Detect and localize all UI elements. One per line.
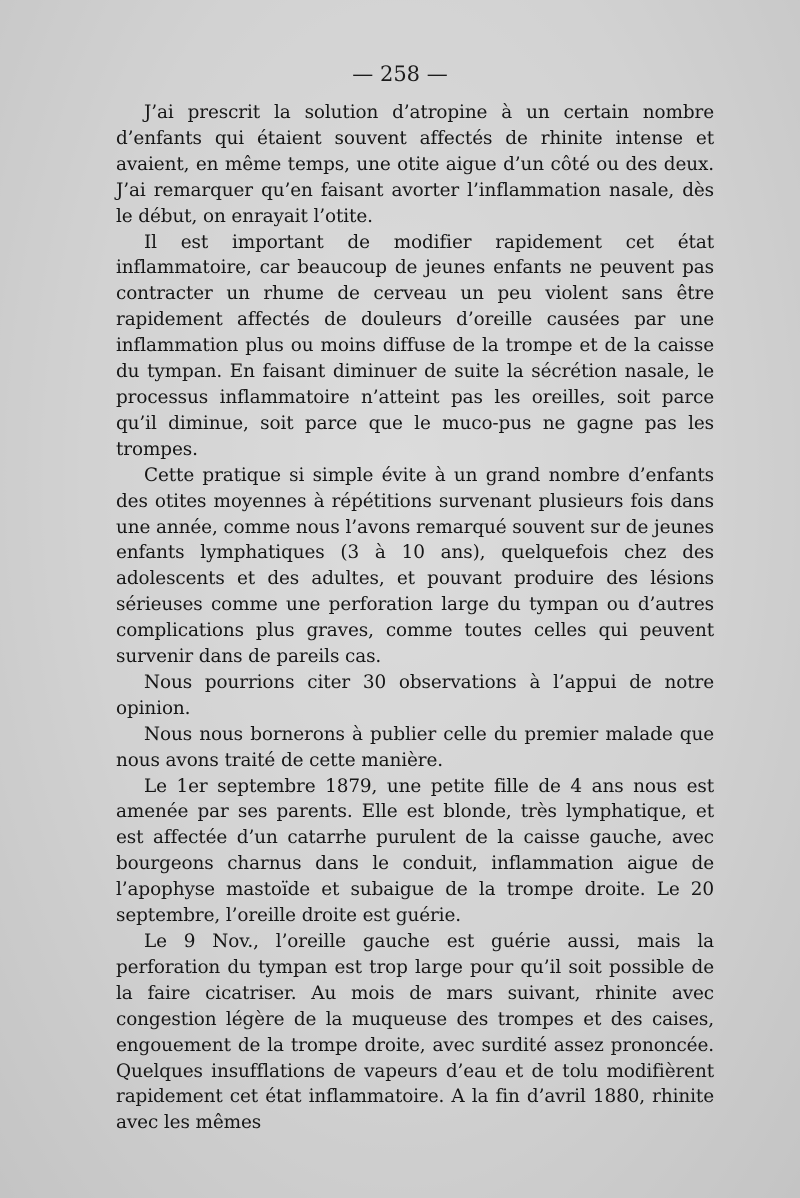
paragraph: J’ai prescrit la solution d’atropine à un certain nombre d’enfants qui étaient souvent affectés de rhinite intense et avaient, en même temps, une otite aigue d’un côté ou des deux. J’ai remarquer qu’en faisant avorter l’inflammation nasale, dès le début, on enrayait l’otite. <box>116 102 714 227</box>
paragraph: Nous nous bornerons à publier celle du premier malade que nous avons traité de cette manière. <box>116 723 714 771</box>
paragraph: Nous pourrions citer 30 observations à l’appui de notre opinion. <box>116 671 714 719</box>
paragraph: Le 9 Nov., l’oreille gauche est guérie aussi, mais la perforation du tympan est trop large pour qu’il soit possible de la faire cicatriser. Au mois de mars suivant, rhinite avec congestion légère de la muqueuse des trompes et des caises, engouement de la trompe droite, avec surdité assez prononcée. Quelques insufflations de vapeurs d’eau et de tolu modifièrent rapidement cet état inflammatoire. A la fin d’avril 1880, rhinite avec les mêmes <box>116 931 714 1134</box>
page-number: — 258 — <box>352 62 448 86</box>
paragraph: Cette pratique si simple évite à un grand nombre d’enfants des otites moyennes à répétitions survenant plusieurs fois dans une année, comme nous l’avons remarqué souvent sur de jeunes enfants lymphatiques (3 à 10 ans), quelquefois chez des adolescents et des adultes, et pouvant produire des lésions sérieuses comme une perforation large du tympan ou d’autres complications plus graves, comme toutes celles qui peuvent survenir dans de pareils cas. <box>116 464 714 668</box>
paragraph: Le 1er septembre 1879, une petite fille de 4 ans nous est amenée par ses parents. Elle est blonde, très lymphatique, et est affectée d’un catarrhe purulent de la caisse gauche, avec bourgeons charnus dans le conduit, inflammation aigue de l’apophyse mastoïde et subaigue de la trompe droite. Le 20 septembre, l’oreille droite est guérie. <box>116 775 714 927</box>
body-text <box>116 100 714 1136</box>
paragraph: Il est important de modifier rapidement cet état inflammatoire, car beaucoup de jeunes enfants ne peuvent pas contracter un rhume de cerveau un peu violent sans être rapidement affectés de douleurs d’oreille causées par une inflammation plus ou moins diffuse de la trompe et de la caisse du tympan. En faisant diminuer de suite la sécrétion nasale, le processus inflammatoire n’atteint pas les oreilles, soit parce qu’il diminue, soit parce que le muco-pus ne gagne pas les trompes. <box>116 231 714 460</box>
